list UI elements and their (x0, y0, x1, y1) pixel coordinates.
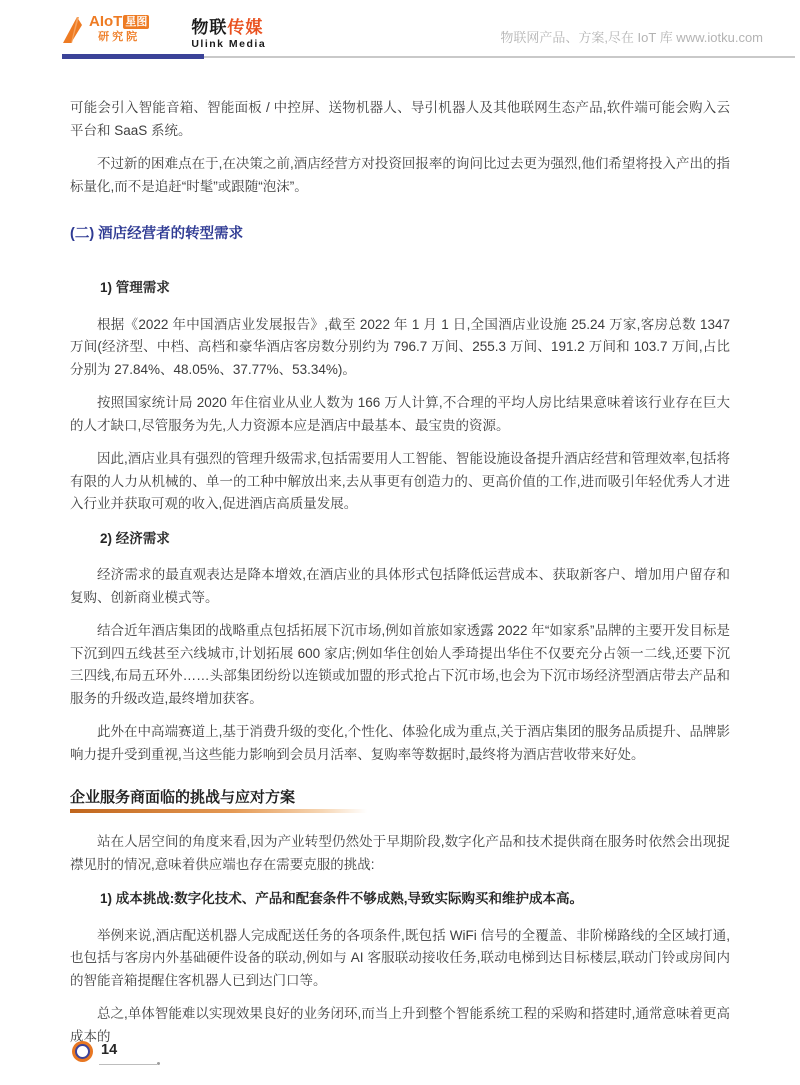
ulink-logo-subtitle: Ulink Media (191, 37, 267, 50)
page-header (0, 0, 800, 54)
heading-service-provider-challenges-wrap (70, 786, 730, 813)
ulink-media-logo (191, 19, 266, 50)
paragraph-mgmt-1: 根据《2022 年中国酒店业发展报告》,截至 2022 年 1 月 1 日,全国酒店业设施 25.24 万家,客房总数 1347 万间(经济型、中档、高档和豪华酒店客房数分别约为 796.7 万间、255.3 万间、191.2 万间和 103.7 万间,占比分别为 27.84%、48.05%、37.77%、53.34%)。 (70, 316, 730, 377)
paragraph-mgmt-2: 按照国家统计局 2020 年住宿业从业人数为 166 万人计算,不合理的平均人房比结果意味着该行业存在巨大的人才缺口,尽管服务为先,人力资源本应是酒店中最基本、最宝贵的资源。 (70, 395, 730, 433)
paragraph-econ-1: 经济需求的最直观表达是降本增效,在酒店业的具体形式包括降低运营成本、获取新客户、增加用户留存和复购、创新商业模式等。 (70, 567, 730, 605)
header-divider-blue-segment (62, 54, 204, 59)
paragraph-cost-1: 举例来说,酒店配送机器人完成配送任务的各项条件,既包括 WiFi 信号的全覆盖、非阶梯路线的全区域打通,也包括与客房内外基础硬件设备的联动,例如与 AI 客服联动接收任务,联动电梯到达目标楼层,联动门铃或房间内的智能音箱提醒住客机器人已到达门口等。 (70, 927, 730, 988)
paragraph-mgmt-3: 因此,酒店业具有强烈的管理升级需求,包括需要用人工智能、智能设施设备提升酒店经营和管理效率,包括将有限的人力从机械的、单一的工种中解放出来,去从事更有创造力的、更高价值的工作,进而吸引年轻优秀人才进入行业并获取可观的收入,促进酒店高质量发展。 (70, 451, 730, 511)
paragraph-econ-2: 结合近年酒店集团的战略重点包括拓展下沉市场,例如首旅如家透露 2022 年“如家系”品牌的主要开发目标是下沉到四五线甚至六线城市,计划拓展 600 家店;例如华住创始人季琦提出华住不仅要充分占领一二线,还要下沉三四线,布局五环外……头部集团纷纷以连锁或加盟的形式抢占下沉市场,也会为下沉市场经济型酒店带去产品和服务的升级改造,最终增加获客。 (70, 623, 730, 706)
ulink-logo-part1: 物联 (191, 17, 228, 37)
page-number-wrap (99, 1042, 123, 1065)
subheading-management-demand: 1) 管理需求 (100, 280, 170, 295)
ulink-logo-part2: 传媒 (227, 17, 264, 37)
footer-rule-dot (157, 1062, 160, 1065)
heading-hotel-operator-needs: (二) 酒店经营者的转型需求 (70, 226, 244, 242)
header-tagline: 物联网产品、方案,尽在 IoT 库 www.iotku.com (500, 30, 763, 45)
paragraph-econ-3: 此外在中高端赛道上,基于消费升级的变化,个性化、体验化成为重点,关于酒店集团的服务品质提升、品牌影响力提升受到重视,当这些能力影响到会员月活率、复购率等数据时,最终将为酒店营收带来好处。 (70, 724, 730, 762)
paragraph-intro-1: 可能会引入智能音箱、智能面板 / 中控屏、送物机器人、导引机器人及其他联网生态产品,软件端可能会购入云平台和 SaaS 系统。 (70, 100, 730, 138)
ulink-logo-row1 (191, 19, 266, 36)
subheading-economic-demand: 2) 经济需求 (100, 530, 170, 546)
aiot-logo-subtitle: 研究院 (98, 31, 141, 43)
paragraph-intro-2: 不过新的困难点在于,在决策之前,酒店经营方对投资回报率的询问比过去更为强烈,他们希望将投入产出的指标量化,而不是追赶“时髦”或跟随“泡沫”。 (70, 156, 730, 194)
page-number: 14 (101, 1042, 118, 1058)
aiot-swoosh-icon (62, 16, 88, 49)
subheading-cost-challenge: 1) 成本挑战:数字化技术、产品和配套条件不够成熟,导致实际购买和维护成本高。 (100, 891, 583, 906)
aiot-research-logo (62, 14, 149, 49)
aiot-logo-badge: 星图 (125, 15, 148, 28)
aiot-logo-prefix: AIoT (89, 13, 123, 30)
heading-service-provider-challenges: 企业服务商面临的挑战与应对方案 (70, 786, 295, 813)
paragraph-challenge-intro: 站在人居空间的角度来看,因为产业转型仍然处于早期阶段,数字化产品和技术提供商在服务时依然会出现捉襟见肘的情况,意味着供应端也存在需要克服的挑战: (70, 834, 730, 872)
header-divider-gray-segment (204, 56, 795, 58)
aiot-logo-text (89, 14, 149, 43)
paragraph-cost-2: 总之,单体智能难以实现效果良好的业务闭环,而当上升到整个智能系统工程的采购和搭建时,通常意味着更高成本的 (70, 1006, 730, 1044)
page-marker-icon (75, 1044, 90, 1059)
aiot-logo-row1 (89, 14, 149, 29)
page-footer (72, 1042, 123, 1065)
document-body (0, 59, 800, 1048)
footer-rule (99, 1064, 157, 1066)
